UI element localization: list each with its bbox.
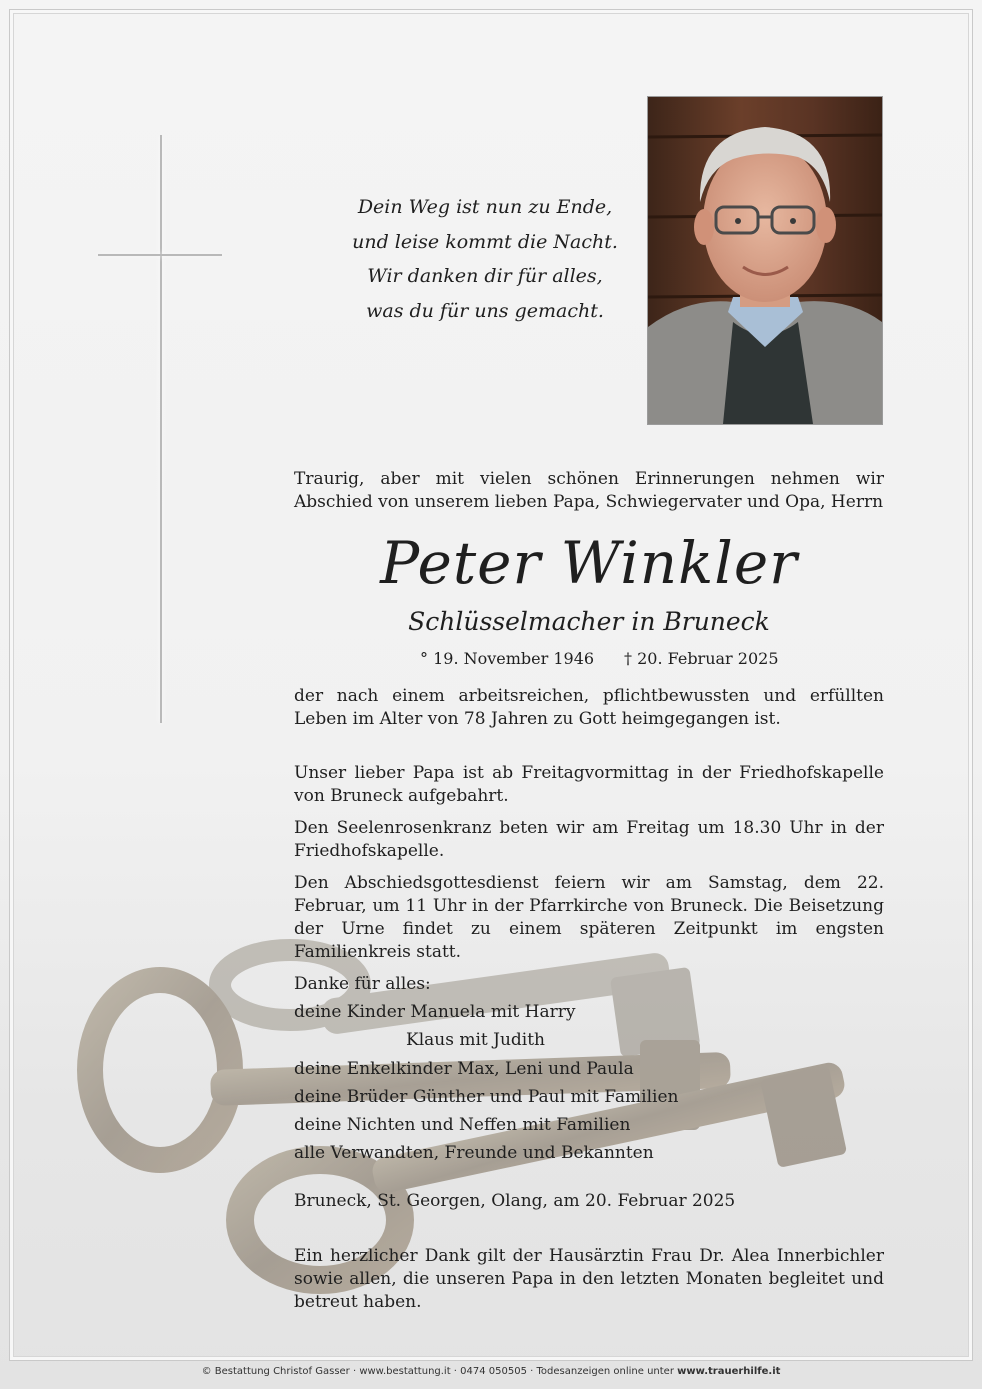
- footer-text: © Bestattung Christof Gasser · www.bestattung.it · 0474 050505 · Todesanzeigen online unter: [201, 1366, 678, 1377]
- life-paragraph: der nach einem arbeitsreichen, pflichtbewussten und erfüllten Leben im Alter von 78 Jahren zu Gott heimgegangen ist.: [294, 686, 884, 729]
- footer: [0, 1366, 982, 1377]
- closing-thanks: Ein herzlicher Dank gilt der Hausärztin Frau Dr. Alea Innerbichler sowie allen, die unseren Papa in den letzten Monaten begleitet und betreut haben.: [294, 1246, 884, 1312]
- verse-line: Dein Weg ist nun zu Ende,: [357, 196, 613, 218]
- verse-line: was du für uns gemacht.: [366, 299, 604, 322]
- thanks-list: [294, 970, 884, 1167]
- rosary-paragraph: Den Seelenrosenkranz beten wir am Freitag um 18.30 Uhr in der Friedhofskapelle.: [294, 818, 884, 861]
- cross-icon-bar: [98, 254, 222, 256]
- footer-link[interactable]: www.trauerhilfe.it: [677, 1366, 781, 1377]
- list-item: Klaus mit Judith: [406, 1030, 546, 1051]
- deceased-occupation: Schlüsselmacher in Bruneck: [408, 607, 770, 636]
- list-item: deine Enkelkinder Max, Leni und Paula: [294, 1058, 634, 1079]
- intro-text: Traurig, aber mit vielen schönen Erinnerungen nehmen wir Abschied von unserem lieben Papa, Schwiegervater und Opa, Herrn: [294, 469, 884, 512]
- portrait-photo: [647, 96, 883, 425]
- chapel-paragraph: Unser lieber Papa ist ab Freitagvormittag in der Friedhofskapelle von Bruneck aufgebahrt.: [294, 763, 884, 806]
- deceased-name: Peter Winkler: [380, 529, 798, 597]
- list-item: deine Nichten und Neffen mit Familien: [294, 1115, 631, 1136]
- list-item: deine Kinder Manuela mit Harry: [294, 1002, 576, 1023]
- death-date: † 20. Februar 2025: [624, 649, 779, 668]
- verse-line: und leise kommt die Nacht.: [352, 230, 618, 253]
- verse-line: Wir danken dir für alles,: [367, 265, 603, 287]
- thanks-heading: Danke für alles:: [294, 974, 431, 994]
- memorial-verse: [330, 190, 640, 328]
- place-date: Bruneck, St. Georgen, Olang, am 20. Februar 2025: [294, 1191, 736, 1211]
- service-paragraph: Den Abschiedsgottesdienst feiern wir am Samstag, dem 22. Februar, um 11 Uhr in der Pfarrkirche von Bruneck. Die Beisetzung der Urne findet zu einem späteren Zeitpunkt im engsten Familienkreis statt.: [294, 873, 884, 962]
- list-item: alle Verwandten, Freunde und Bekannten: [294, 1143, 654, 1164]
- birth-date: ° 19. November 1946: [420, 649, 595, 668]
- cross-icon: [160, 135, 162, 723]
- list-item: deine Brüder Günther und Paul mit Familien: [294, 1086, 679, 1107]
